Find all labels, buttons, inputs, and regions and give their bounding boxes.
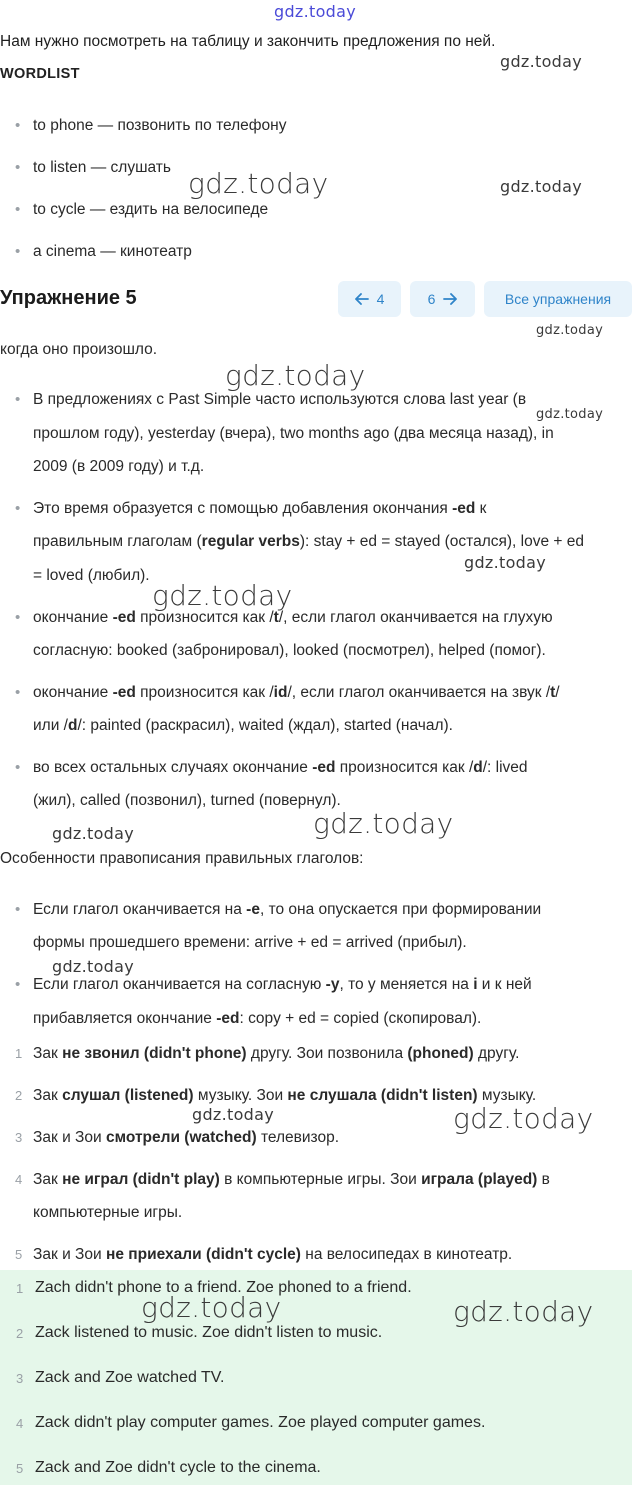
bullet-icon: • bbox=[15, 684, 21, 701]
watermark: gdz.today bbox=[500, 52, 582, 71]
intro-text: Нам нужно посмотреть на таблицу и закончить предложения по ней. bbox=[0, 33, 496, 50]
bullet-icon: • bbox=[15, 243, 21, 260]
theory-lead: когда оно произошло. bbox=[0, 341, 158, 358]
watermark: gdz.today bbox=[464, 553, 546, 572]
next-exercise-button[interactable] bbox=[410, 281, 475, 317]
arrow-right-icon bbox=[443, 293, 457, 305]
watermark: gdz.today bbox=[225, 359, 366, 392]
watermark: gdz.today bbox=[453, 1295, 594, 1328]
answers-block: 1 Zach didn't phone to a friend. Zoe phoned to a friend. 2 Zack listened to music. Zoe didn't listen to music. 3 Zack and Zoe watched TV. 4 Zack didn't play computer games. Zoe played computer games. 5 Zack and Zoe didn't cycle to the cinema. bbox=[0, 1270, 632, 1485]
bullet-icon: • bbox=[15, 117, 21, 134]
bullet-icon: • bbox=[15, 759, 21, 776]
watermark: gdz.today bbox=[141, 1291, 282, 1324]
watermark: gdz.today bbox=[274, 2, 356, 21]
bullet-icon: • bbox=[15, 201, 21, 218]
bullet-icon: • bbox=[15, 976, 21, 993]
watermark: gdz.today bbox=[152, 579, 293, 612]
arrow-left-icon bbox=[355, 293, 369, 305]
bullet-icon: • bbox=[15, 500, 21, 517]
watermark: gdz.today bbox=[453, 1102, 594, 1135]
all-exercises-button[interactable]: Все упражнения bbox=[484, 281, 632, 317]
watermark: gdz.today bbox=[52, 824, 134, 843]
exercise-title: Упражнение 5 bbox=[0, 287, 137, 309]
watermark: gdz.today bbox=[536, 407, 604, 422]
wordlist-title: WORDLIST bbox=[0, 66, 80, 82]
bullet-icon: • bbox=[15, 159, 21, 176]
watermark: gdz.today bbox=[188, 167, 329, 200]
bullet-icon: • bbox=[15, 391, 21, 408]
bullet-icon: • bbox=[15, 901, 21, 918]
watermark: gdz.today bbox=[500, 177, 582, 196]
prev-exercise-label: 4 bbox=[376, 291, 385, 307]
spelling-title: Особенности правописания правильных глаголов: bbox=[0, 850, 364, 867]
watermark: gdz.today bbox=[313, 807, 454, 840]
watermark: gdz.today bbox=[192, 1105, 274, 1124]
bullet-icon: • bbox=[15, 609, 21, 626]
watermark: gdz.today bbox=[536, 323, 604, 338]
watermark: gdz.today bbox=[52, 957, 134, 976]
prev-exercise-button[interactable] bbox=[338, 281, 401, 317]
next-exercise-label: 6 bbox=[427, 291, 436, 307]
